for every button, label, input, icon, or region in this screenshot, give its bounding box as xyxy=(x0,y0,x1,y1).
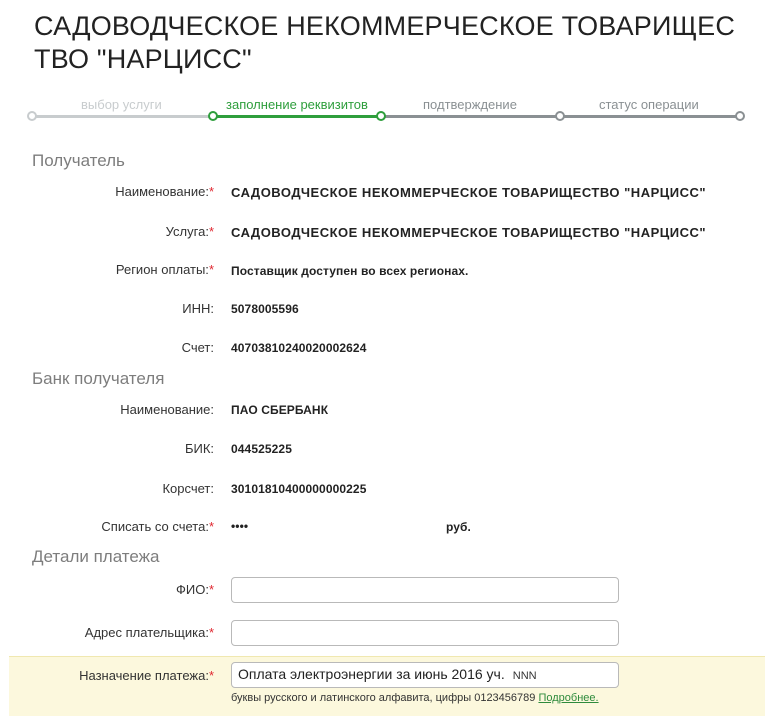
progress-track-active xyxy=(213,115,381,118)
payment-purpose-text: Оплата электроэнергии за июнь 2016 уч. xyxy=(238,666,505,682)
section-title-payment-details: Детали платежа xyxy=(32,547,160,566)
step-label-confirmation: подтверждение xyxy=(423,97,517,112)
inn-label: ИНН: xyxy=(182,301,214,316)
bik-label: БИК: xyxy=(184,441,214,456)
payment-region-value: Поставщик доступен во всех регионах. xyxy=(231,264,469,278)
hint-text: буквы русского и латинского алфавита, цифры 0123456789 xyxy=(231,692,536,704)
section-title-bank: Банк получателя xyxy=(32,369,165,388)
bank-name-label: Наименование: xyxy=(120,402,214,417)
page-title-line-1: САДОВОДЧЕСКОЕ НЕКОММЕРЧЕСКОЕ ТОВАРИЩЕС xyxy=(34,11,736,41)
more-info-link[interactable]: Подробнее. xyxy=(538,692,599,704)
currency-label: руб. xyxy=(446,520,471,534)
account-value: 40703810240020002624 xyxy=(231,341,367,355)
step-node-fill-details xyxy=(208,111,218,121)
payment-purpose-suffix: NNN xyxy=(512,670,537,682)
recipient-name-value: САДОВОДЧЕСКОЕ НЕКОММЕРЧЕСКОЕ ТОВАРИЩЕСТВО "НАРЦИСС" xyxy=(231,185,707,200)
page-title-line-2: ТВО "НАРЦИСС" xyxy=(34,44,252,74)
fio-input[interactable] xyxy=(231,577,619,603)
required-mark: * xyxy=(208,519,214,534)
section-title-recipient: Получатель xyxy=(32,151,125,170)
payment-region-label: Регион оплаты:* xyxy=(115,262,214,277)
required-mark: * xyxy=(208,625,214,640)
step-label-operation-status: статус операции xyxy=(599,97,699,112)
required-mark: * xyxy=(208,224,214,239)
debit-account-label: Списать со счета:* xyxy=(101,519,214,534)
required-mark: * xyxy=(208,184,214,199)
fio-label: ФИО:* xyxy=(175,582,214,597)
payment-purpose-label: Назначение платежа:* xyxy=(79,668,214,683)
recipient-name-label: Наименование:* xyxy=(115,184,214,199)
service-value: САДОВОДЧЕСКОЕ НЕКОММЕРЧЕСКОЕ ТОВАРИЩЕСТВО "НАРЦИСС" xyxy=(231,225,707,240)
debit-account-select[interactable]: •••• xyxy=(231,519,249,533)
step-node-start xyxy=(27,111,37,121)
required-mark: * xyxy=(208,262,214,277)
service-label: Услуга:* xyxy=(165,224,214,239)
progress-track-done xyxy=(32,115,213,118)
corr-account-value: 30101810400000000225 xyxy=(231,482,367,496)
account-label: Счет: xyxy=(181,340,214,355)
required-mark: * xyxy=(208,668,214,683)
step-label-service-selection: выбор услуги xyxy=(81,97,162,112)
step-label-fill-details: заполнение реквизитов xyxy=(226,97,368,112)
step-node-confirmation xyxy=(376,111,386,121)
inn-value: 5078005596 xyxy=(231,302,299,316)
bik-value: 044525225 xyxy=(231,442,292,456)
payment-purpose-hint xyxy=(231,692,599,704)
step-node-end xyxy=(735,111,745,121)
payer-address-input[interactable] xyxy=(231,620,619,646)
payment-purpose-input[interactable] xyxy=(231,662,619,688)
step-node-operation-status xyxy=(555,111,565,121)
bank-name-value: ПАО СБЕРБАНК xyxy=(231,403,329,417)
required-mark: * xyxy=(208,582,214,597)
payer-address-label: Адрес плательщика:* xyxy=(84,625,214,640)
corr-account-label: Корсчет: xyxy=(162,481,214,496)
page-title xyxy=(34,10,744,76)
progress-stepper xyxy=(0,95,774,127)
